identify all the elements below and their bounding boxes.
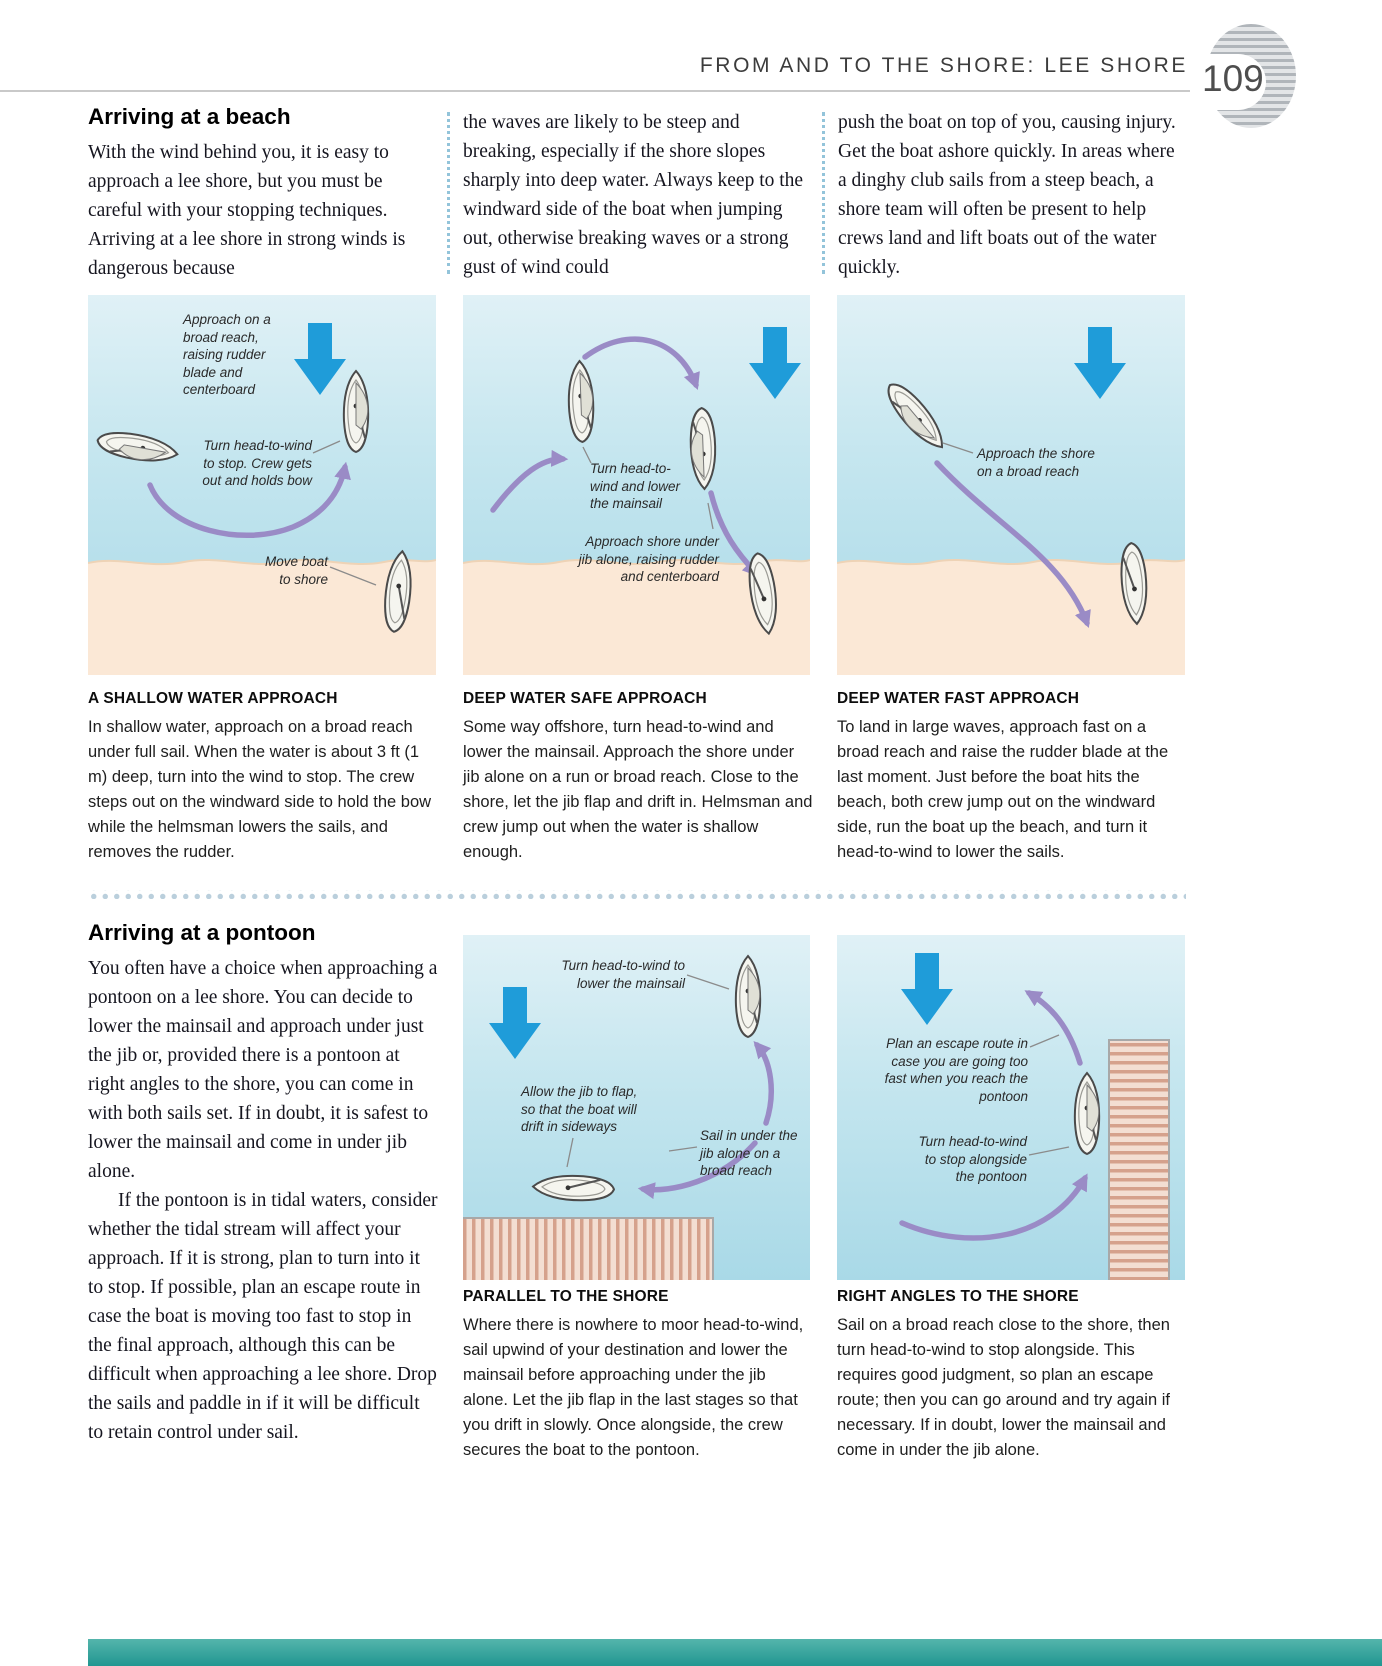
caption-title: A SHALLOW WATER APPROACH	[88, 690, 338, 707]
footer-color-bar	[88, 1639, 1382, 1666]
diagram-deep-water-safe	[463, 295, 810, 675]
caption-right-angles	[837, 1288, 1189, 1463]
caption-title: PARALLEL TO THE SHORE	[463, 1288, 669, 1305]
diagram-deep-water-fast	[837, 295, 1185, 675]
diagram-right-angles-shore	[837, 935, 1185, 1280]
pontoon-vertical	[1109, 1040, 1169, 1280]
beach-intro-column-2	[463, 108, 809, 282]
annotation-turn-stop-alongside: Turn head-to-wind to stop alongside the pontoon	[918, 1134, 1027, 1184]
pontoon-section-heading: Arriving at a pontoon	[88, 920, 316, 945]
beach-intro-text-3: push the boat on top of you, causing injury. Get the boat ashore quickly. In areas where a dinghy club sails from a steep beach, a shore team will often be present to help crews land and lift boats out of the water quickly.	[838, 112, 1176, 278]
pontoon-paragraph-2: If the pontoon is in tidal waters, consider whether the tidal stream will affect your approach. If it is strong, plan to turn into it to stop. If possible, plan an escape route in case the boat is moving too fast to stop in the final approach, although this can be difficult when approaching a lee shore. Drop the sails and paddle in if it will be difficult to retain control under sail.	[88, 1190, 438, 1443]
caption-shallow-water	[88, 690, 436, 865]
page-number: 109	[1202, 58, 1264, 99]
annotation-move-boat: Move boat to shore	[264, 554, 328, 587]
annotation-sail-in-jib-alone: Sail in under the jib alone on a broad reach	[700, 1128, 798, 1178]
boat-broad-reach	[95, 428, 179, 466]
diagram-shallow-water	[88, 295, 436, 675]
annotation-turn-lower-mainsail: Turn head-to-wind to lower the mainsail	[561, 958, 685, 991]
annotation-allow-jib-flap: Allow the jib to flap, so that the boat will drift in sideways	[521, 1084, 638, 1134]
beach-intro-text-2: the waves are likely to be steep and breaking, especially if the shore slopes sharply into deep water. Always keep to the windward side of the boat when jumping out, otherwise breaking waves or a strong gust of wind could	[463, 112, 804, 278]
caption-title: DEEP WATER SAFE APPROACH	[463, 690, 707, 707]
pontoon-text-column	[88, 920, 438, 1447]
caption-body: Sail on a broad reach close to the shore, then turn head-to-wind to stop alongside. This requires good judgment, so plan an escape route; then you can go around and try again if necessary. If in doubt, lower the mainsail and come in under the jib alone.	[837, 1316, 1170, 1459]
annotation-escape-route: Plan an escape route in case you are going too fast when you reach the pontoon	[884, 1036, 1028, 1104]
caption-body: In shallow water, approach on a broad reach under full sail. When the water is about 3 ft (1 m) deep, turn into the wind to stop. The crew steps out on the windward side to hold the bow while the helmsman lowers the sails, and removes the rudder.	[88, 718, 432, 861]
wind-arrow-icon	[294, 323, 346, 395]
caption-deep-safe	[463, 690, 813, 865]
deep-fast-illustration	[837, 295, 1185, 675]
boat-head-to-wind	[344, 371, 368, 452]
boat-head-to-wind	[567, 361, 594, 443]
caption-deep-fast	[837, 690, 1189, 865]
section-divider-dotted	[88, 890, 1186, 899]
diagram-parallel-shore	[463, 935, 810, 1280]
column-divider-dotted	[447, 112, 450, 274]
beach-intro-text-1: With the wind behind you, it is easy to approach a lee shore, but you must be careful with your stopping techniques. Arriving at a lee shore in strong winds is dangerous because	[88, 142, 406, 279]
boat-broad-reach	[881, 377, 952, 455]
pontoon-paragraph-1: You often have a choice when approaching a pontoon on a lee shore. You can decide to lower the mainsail and approach under just the jib or, provided there is a pontoon at right angles to the shore, you can come in with both sails set. If in doubt, it is safest to lower the mainsail and come in under jib alone.	[88, 958, 438, 1182]
annotation-approach-broad-reach: Approach the shore on a broad reach	[977, 446, 1095, 479]
beach-intro-column-3	[838, 108, 1184, 282]
boat-head-to-wind	[736, 956, 760, 1037]
wind-arrow-icon	[1074, 327, 1126, 399]
annotation-approach-jib-alone: Approach shore under jib alone, raising rudder and centerboard	[578, 534, 719, 584]
boat-alongside-pontoon	[533, 1174, 615, 1201]
caption-title: DEEP WATER FAST APPROACH	[837, 690, 1080, 707]
annotation-approach-broad-reach: Approach on a broad reach, raising rudder blade and centerboard	[183, 312, 271, 397]
caption-body: To land in large waves, approach fast on a broad reach and raise the rudder blade at the last moment. Just before the boat hits the beach, both crew jump out on the windward side, run the boat up the beach, and turn it head-to-wind to lower the sails.	[837, 718, 1169, 861]
caption-body: Where there is nowhere to moor head-to-wind, sail upwind of your destination and lower the mainsail before approaching under the jib alone. Let the jib flap in the last stages so that you drift in slowly. Once alongside, the crew secures the boat to the pontoon.	[463, 1316, 804, 1459]
annotation-turn-head-to-wind: Turn head-to-wind to stop. Crew gets out and holds bow	[202, 438, 312, 488]
annotation-turn-lower-mainsail: Turn head-to-wind and lower the mainsail	[590, 461, 681, 511]
right-angles-illustration	[837, 935, 1185, 1280]
column-divider-dotted	[822, 112, 825, 274]
page-header-title: FROM AND TO THE SHORE: LEE SHORE	[699, 54, 1188, 77]
boat-at-pontoon	[1075, 1073, 1099, 1154]
caption-title: RIGHT ANGLES TO THE SHORE	[837, 1288, 1079, 1305]
wind-arrow-icon	[749, 327, 801, 399]
page-number-badge	[1198, 24, 1298, 134]
caption-body: Some way offshore, turn head-to-wind and lower the mainsail. Approach the shore under jib alone on a run or broad reach. Close to the shore, let the jib flap and drift in. Helmsman and crew jump out when the water is shallow enough.	[463, 718, 813, 861]
beach-section-heading: Arriving at a beach	[88, 104, 291, 129]
header-rule	[0, 90, 1196, 92]
wind-arrow-icon	[489, 987, 541, 1059]
wind-arrow-icon	[901, 953, 953, 1025]
beach-intro-column-1	[88, 104, 434, 283]
pontoon-horizontal	[463, 1218, 713, 1280]
caption-parallel-shore	[463, 1288, 813, 1463]
